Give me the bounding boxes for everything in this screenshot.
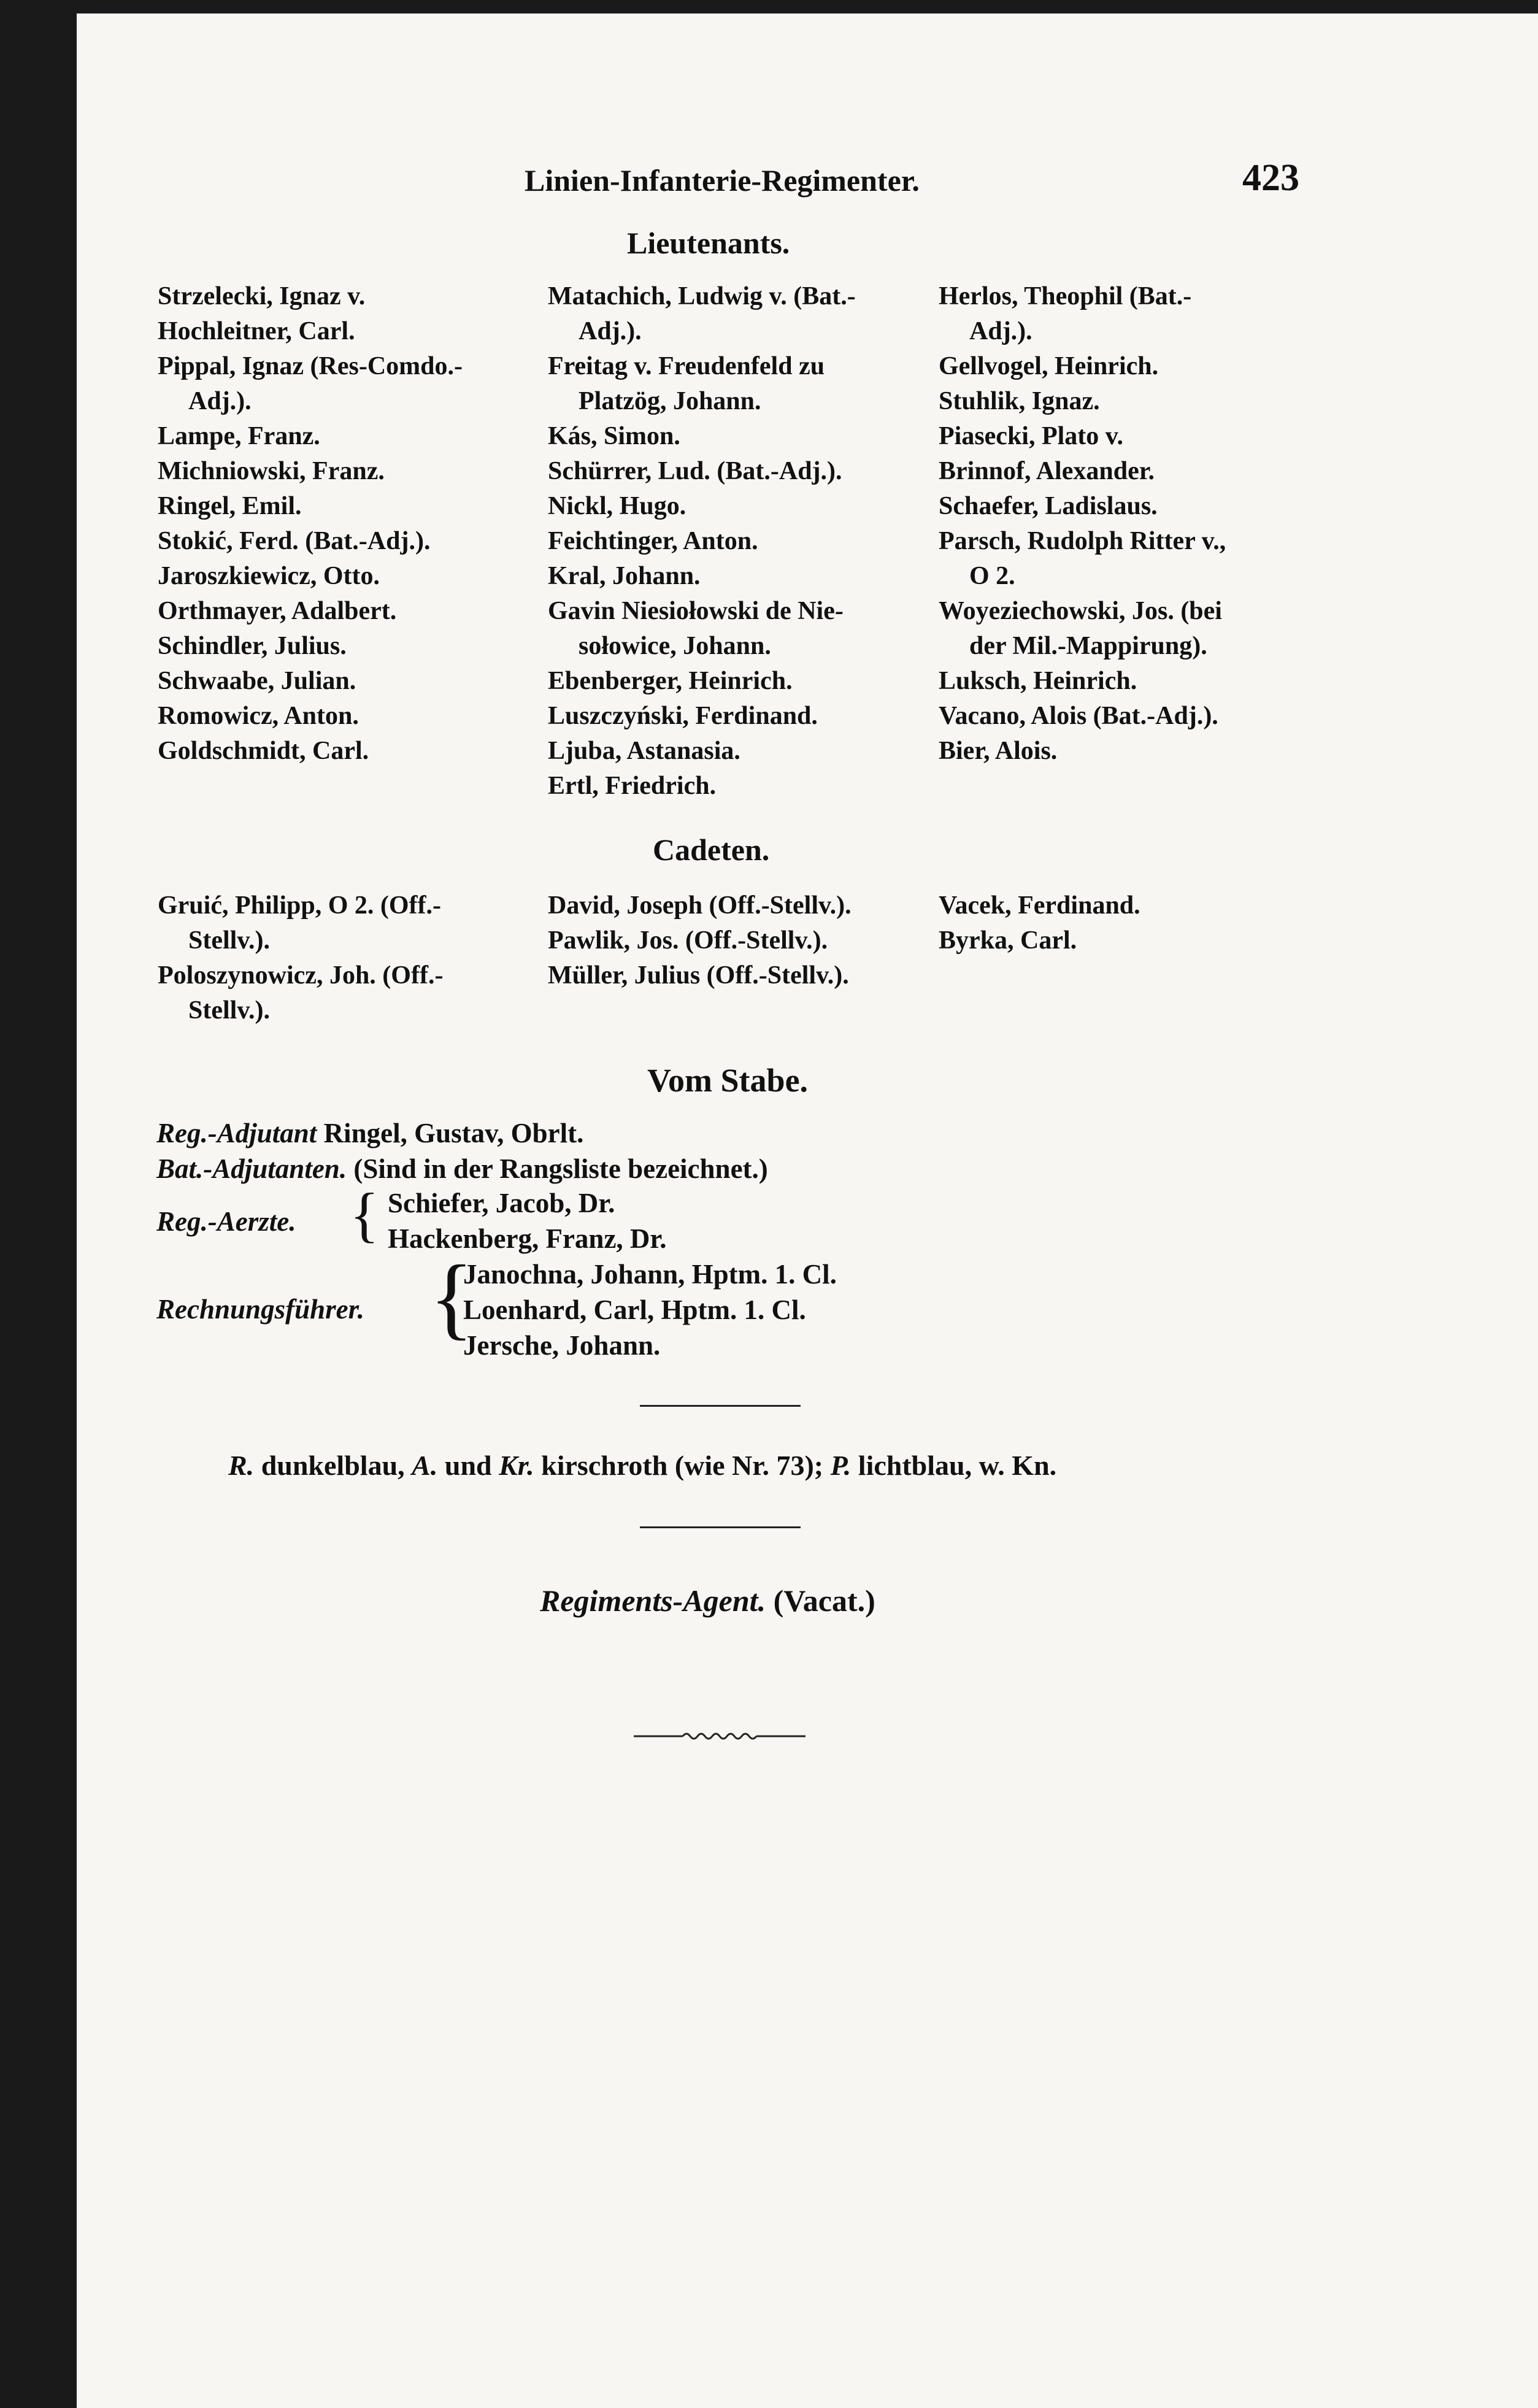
list-item: Adj.). [188, 387, 252, 415]
bat-adjutanten-line [156, 1151, 768, 1187]
list-item: Stellv.). [188, 996, 270, 1025]
list-item: Luksch, Heinrich. [939, 667, 1137, 695]
list-item: Byrka, Carl. [939, 926, 1077, 955]
list-item: Herlos, Theophil (Bat.- [939, 282, 1192, 310]
colors-line [228, 1449, 1056, 1482]
page-number: 423 [1242, 157, 1299, 199]
reg-aerzte-list [388, 1185, 667, 1256]
list-item: Vacek, Ferdinand. [939, 891, 1140, 920]
list-item: Gellvogel, Heinrich. [939, 352, 1159, 380]
section-title-lieutenants: Lieutenants. [627, 226, 790, 260]
list-item: Brinnof, Alexander. [939, 457, 1155, 485]
divider [640, 1405, 801, 1407]
und-text: und [444, 1450, 492, 1481]
list-item: Orthmayer, Adalbert. [158, 597, 397, 625]
list-item: Ringel, Emil. [158, 492, 302, 520]
list-item: Matachich, Ludwig v. (Bat.- [548, 282, 856, 310]
a-label: A. [412, 1450, 438, 1481]
list-item: Pawlik, Jos. (Off.-Stellv.). [548, 926, 828, 955]
list-item: Romowicz, Anton. [158, 702, 359, 730]
list-item: Woyeziechowski, Jos. (bei [939, 597, 1222, 625]
list-item: Michniowski, Franz. [158, 457, 385, 485]
list-item: Adj.). [969, 317, 1032, 345]
r-text: dunkelblau, [261, 1450, 405, 1481]
list-item: Schwaabe, Julian. [158, 667, 356, 695]
agent-line [540, 1583, 875, 1618]
list-item: Ebenberger, Heinrich. [548, 667, 793, 695]
list-item: der Mil.-Mappirung). [969, 632, 1207, 660]
list-item: Gruić, Philipp, O 2. (Off.- [158, 891, 441, 920]
cadeten-column-2 [548, 888, 852, 993]
brace-rechnung: { [429, 1247, 474, 1348]
list-item: Ljuba, Astanasia. [548, 737, 740, 765]
cadeten-column-1 [158, 888, 443, 1028]
lieutenants-column-1 [158, 279, 463, 769]
p-label: P. [830, 1450, 852, 1481]
section-title-cadeten: Cadeten. [653, 833, 770, 867]
brace-aerzte: { [350, 1180, 379, 1248]
list-item: Schiefer, Jacob, Dr. [388, 1188, 615, 1218]
rechnungsfuehrer-label: Rechnungsführer. [156, 1294, 364, 1325]
list-item: Bier, Alois. [939, 737, 1058, 765]
list-item: Stokić, Ferd. (Bat.-Adj.). [158, 527, 431, 555]
bat-adjutanten-value: (Sind in der Rangsliste bezeichnet.) [353, 1153, 768, 1184]
list-item: Platzög, Johann. [579, 387, 761, 415]
list-item: Poloszynowicz, Joh. (Off.- [158, 961, 444, 990]
list-item: Strzelecki, Ignaz v. [158, 282, 366, 310]
list-item: Piasecki, Plato v. [939, 422, 1123, 450]
list-item: Nickl, Hugo. [548, 492, 686, 520]
section-title-stab: Vom Stabe. [647, 1062, 809, 1099]
list-item: O 2. [969, 562, 1015, 590]
reg-aerzte-label: Reg.-Aerzte. [156, 1206, 296, 1237]
reg-adjutant-line [156, 1115, 583, 1151]
list-item: Janochna, Johann, Hptm. 1. Cl. [463, 1259, 837, 1290]
list-item: Lampe, Franz. [158, 422, 320, 450]
running-header: Linien-Infanterie-Regimenter. [525, 163, 920, 198]
list-item: Vacano, Alois (Bat.-Adj.). [939, 702, 1218, 730]
list-item: sołowice, Johann. [579, 632, 771, 660]
p-text: lichtblau, w. Kn. [858, 1450, 1057, 1481]
list-item: Jaroszkiewicz, Otto. [158, 562, 380, 590]
list-item: Ertl, Friedrich. [548, 772, 717, 800]
list-item: Luszczyński, Ferdinand. [548, 702, 818, 730]
list-item: Pippal, Ignaz (Res-Comdo.- [158, 352, 463, 380]
reg-adjutant-value: Ringel, Gustav, Obrlt. [323, 1118, 584, 1148]
list-item: Adj.). [579, 317, 642, 345]
list-item: Goldschmidt, Carl. [158, 737, 369, 765]
list-item: Stellv.). [188, 926, 270, 955]
list-item: Schindler, Julius. [158, 632, 347, 660]
list-item: David, Joseph (Off.-Stellv.). [548, 891, 852, 920]
kr-label: Kr. [499, 1450, 534, 1481]
cadeten-column-3 [939, 888, 1140, 958]
list-item: Schürrer, Lud. (Bat.-Adj.). [548, 457, 842, 485]
wavy-ornament [634, 1727, 806, 1745]
list-item: Parsch, Rudolph Ritter v., [939, 527, 1226, 555]
kr-text: kirschroth (wie Nr. 73); [541, 1450, 824, 1481]
bat-adjutanten-label: Bat.-Adjutanten. [156, 1153, 347, 1184]
list-item: Kral, Johann. [548, 562, 701, 590]
agent-label: Regiments-Agent. [540, 1583, 766, 1618]
list-item: Gavin Niesiołowski de Nie- [548, 597, 844, 625]
list-item: Kás, Simon. [548, 422, 680, 450]
r-label: R. [228, 1450, 255, 1481]
lieutenants-column-3 [939, 279, 1226, 769]
reg-adjutant-label: Reg.-Adjutant [156, 1118, 317, 1148]
list-item: Freitag v. Freudenfeld zu [548, 352, 825, 380]
rechnungsfuehrer-list [463, 1256, 837, 1363]
divider [640, 1526, 801, 1528]
list-item: Schaefer, Ladislaus. [939, 492, 1158, 520]
list-item: Feichtinger, Anton. [548, 527, 758, 555]
list-item: Hackenberg, Franz, Dr. [388, 1223, 667, 1254]
list-item: Hochleitner, Carl. [158, 317, 355, 345]
lieutenants-column-2 [548, 279, 856, 804]
list-item: Stuhlik, Ignaz. [939, 387, 1100, 415]
list-item: Loenhard, Carl, Hptm. 1. Cl. [463, 1294, 806, 1325]
agent-value: (Vacat.) [773, 1583, 875, 1618]
list-item: Müller, Julius (Off.-Stellv.). [548, 961, 849, 990]
list-item: Jersche, Johann. [463, 1330, 661, 1361]
